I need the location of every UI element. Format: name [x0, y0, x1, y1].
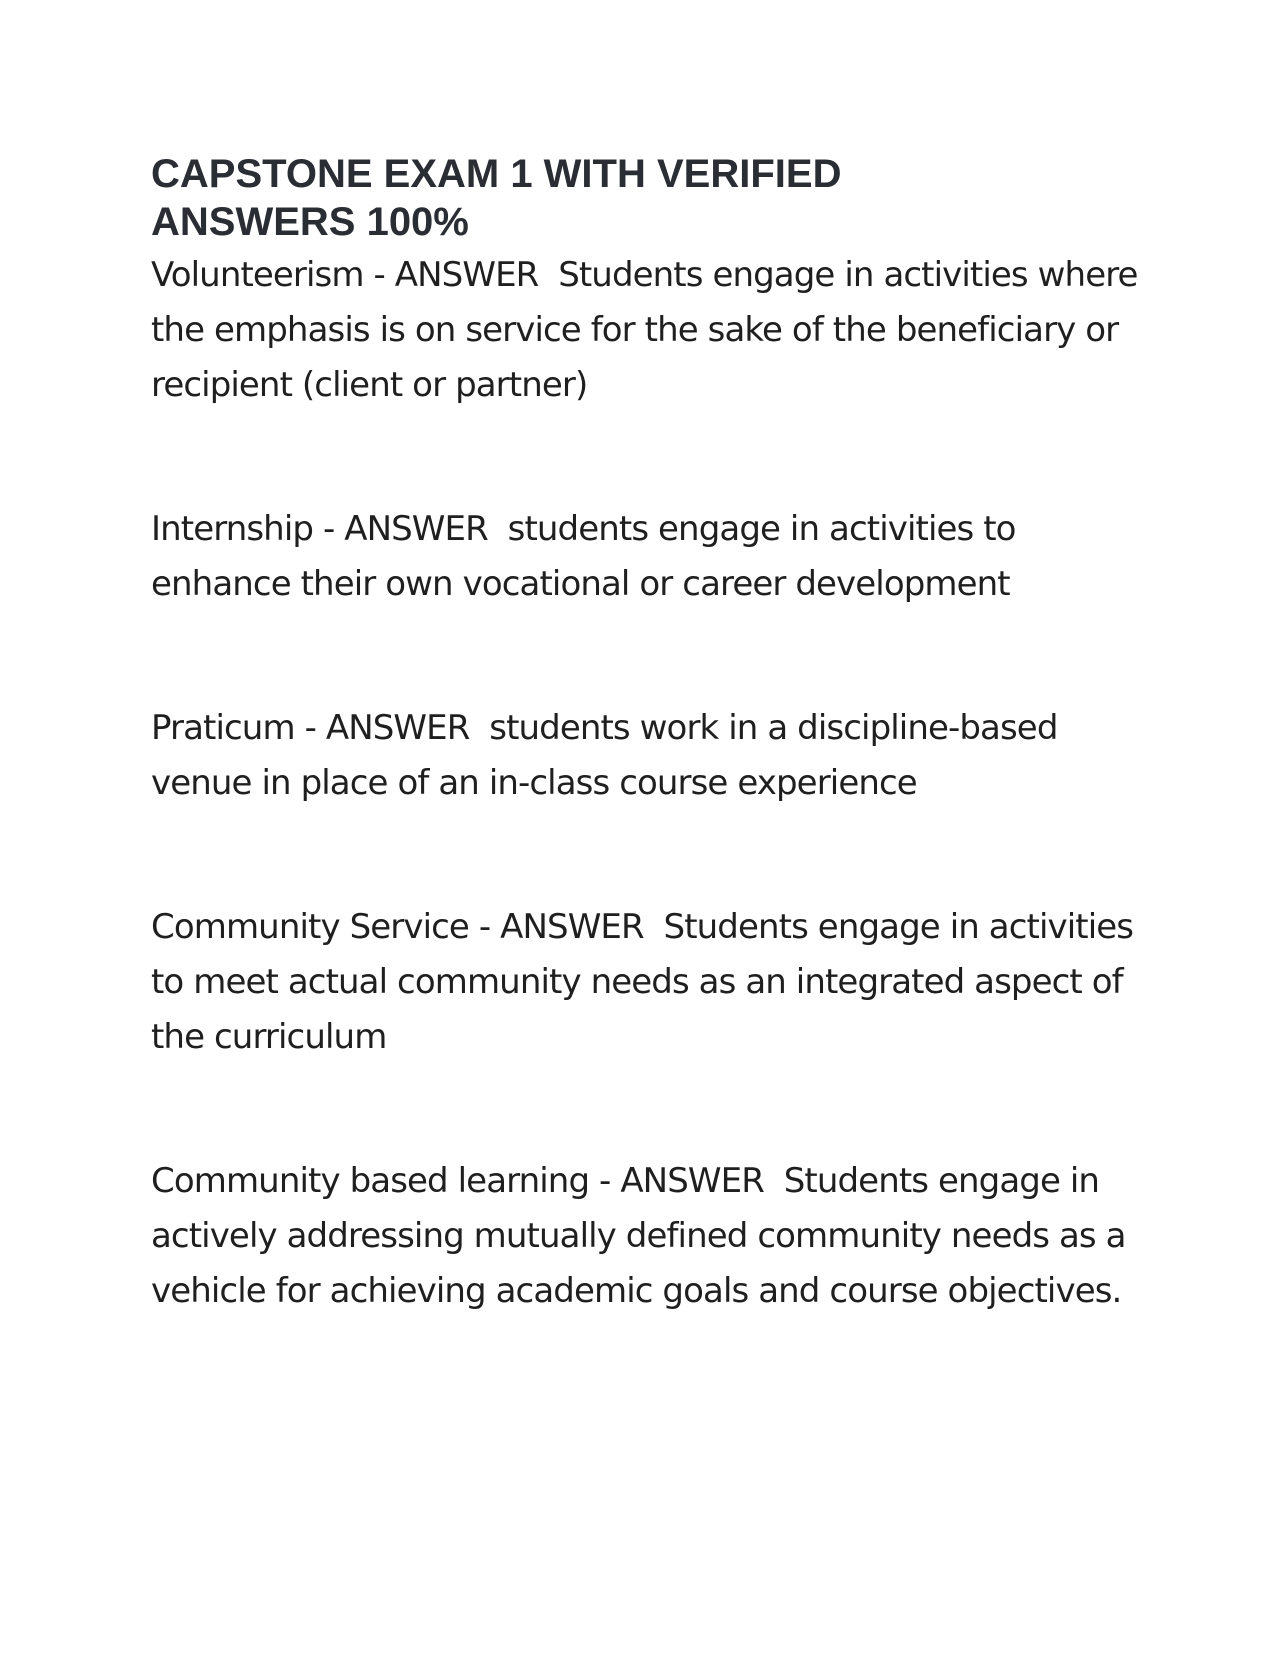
document-title: CAPSTONE EXAM 1 WITH VERIFIED ANSWERS 100% — [151, 152, 842, 244]
entry-community-service: Community Service - ANSWER Students engage in activities to meet actual community needs as an integrated aspect of the curriculum — [151, 907, 1144, 1057]
entry-volunteerism: Volunteerism - ANSWER Students engage in activities where the emphasis is on service for the sake of the beneficiary or recipient (client or partner) — [151, 255, 1148, 405]
entry-list — [151, 248, 1150, 1319]
entry-internship: Internship - ANSWER students engage in activities to enhance their own vocational or career development — [151, 509, 1026, 604]
entry-praticum: Praticum - ANSWER students work in a discipline-based venue in place of an in-class course experience — [151, 708, 1068, 803]
entry-community-based-learning: Community based learning - ANSWER Students engage in actively addressing mutually defined community needs as a vehicle for achieving academic goals and course objectives. — [151, 1161, 1136, 1311]
